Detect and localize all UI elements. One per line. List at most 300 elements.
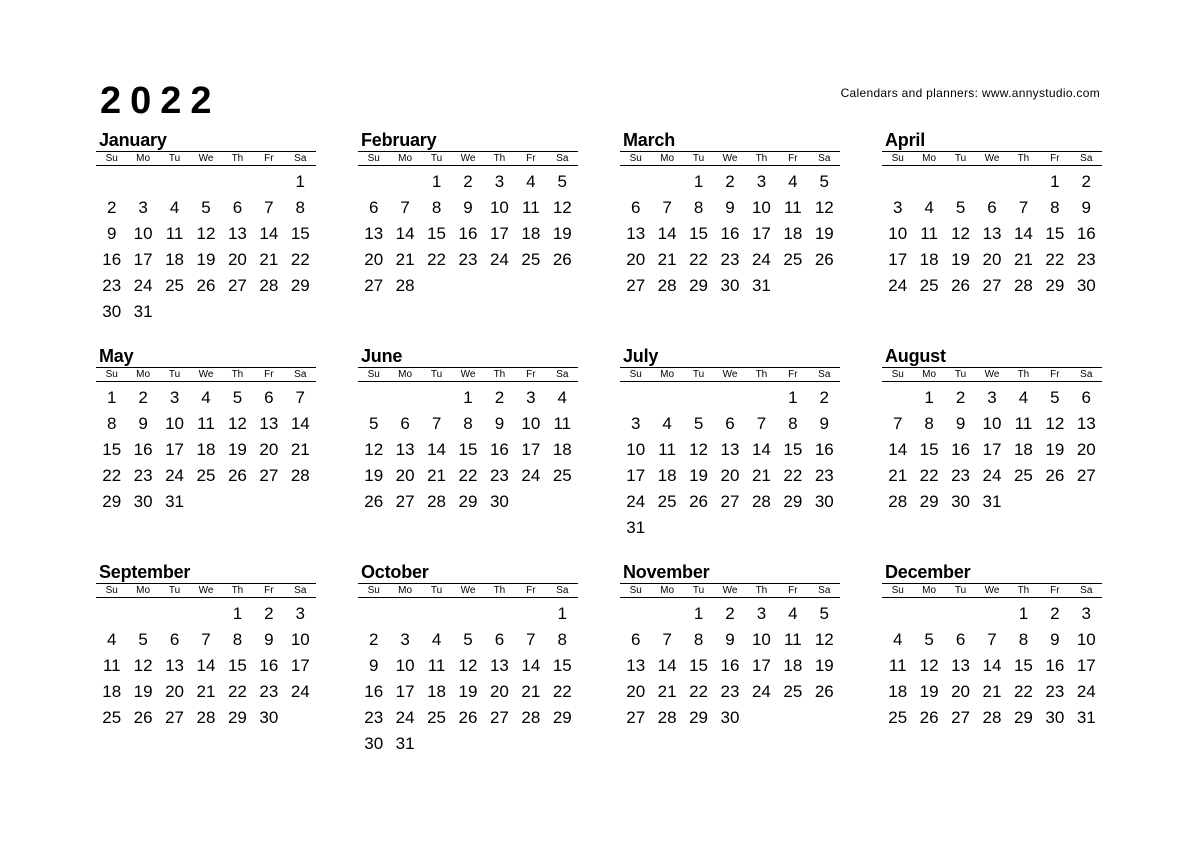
day-cell: 14 [290, 414, 310, 433]
day-cell: 19 [458, 682, 478, 701]
day-cell: 14 [751, 440, 771, 459]
weekday-label: Mo [922, 585, 937, 596]
month-august [882, 345, 1102, 515]
day-cell: 14 [521, 656, 541, 675]
weekday-label: Su [105, 369, 118, 380]
day-cell: 26 [919, 708, 939, 727]
day-cell: 4 [788, 172, 798, 191]
day-cell: 18 [552, 440, 572, 459]
day-cell: 3 [400, 630, 410, 649]
day-cell: 7 [1018, 198, 1029, 217]
day-cell: 26 [814, 250, 834, 269]
day-cell: 7 [662, 630, 672, 649]
weekday-label: Tu [692, 369, 705, 380]
weekday-label: Mo [922, 153, 937, 164]
weekday-header [882, 151, 1102, 166]
day-cell: 25 [919, 276, 939, 295]
day-cell: 19 [552, 224, 572, 243]
day-cell: 7 [400, 198, 410, 217]
day-cell: 17 [888, 250, 908, 269]
day-cell: 22 [427, 250, 447, 269]
day-cell: 11 [888, 656, 907, 675]
day-cell: 8 [431, 198, 442, 217]
day-cell: 15 [102, 440, 122, 459]
day-cell: 3 [756, 604, 767, 623]
day-cell: 27 [720, 492, 740, 511]
day-cell: 18 [196, 440, 216, 459]
day-cell: 18 [427, 682, 447, 701]
day-cell: 23 [951, 466, 971, 485]
day-cell: 14 [427, 440, 447, 459]
day-cell: 7 [892, 414, 903, 433]
weekday-label: Su [629, 369, 642, 380]
day-cell: 9 [1050, 630, 1060, 649]
weekday-label: Mo [398, 153, 413, 164]
weekday-label: Th [493, 153, 506, 164]
day-cell: 25 [552, 466, 572, 485]
day-cell: 30 [133, 492, 153, 511]
day-cell: 29 [919, 492, 939, 511]
weekday-label: Tu [430, 153, 443, 164]
day-cell: 30 [1045, 708, 1065, 727]
day-cell: 31 [133, 302, 153, 321]
day-cell: 12 [133, 656, 153, 675]
weekday-label: Th [231, 369, 244, 380]
weekday-header [358, 151, 578, 166]
day-cell: 10 [888, 224, 908, 243]
day-cell: 23 [720, 250, 740, 269]
day-cell: 25 [783, 250, 803, 269]
year-title: 2022 [100, 80, 221, 122]
day-cell: 5 [232, 388, 243, 407]
day-cell: 30 [951, 492, 971, 511]
day-cell: 20 [227, 250, 247, 269]
month-march [620, 129, 840, 299]
weekday-label: Su [891, 369, 904, 380]
weekday-label: We [722, 153, 738, 164]
day-cell: 12 [1045, 414, 1065, 433]
day-cell: 12 [196, 224, 216, 243]
day-cell: 15 [689, 224, 709, 243]
day-cell: 27 [951, 708, 971, 727]
weekday-header [96, 151, 316, 166]
day-cell: 19 [196, 250, 216, 269]
month-name: October [361, 562, 429, 582]
day-cell: 4 [106, 630, 117, 649]
day-cell: 8 [788, 414, 798, 433]
day-cell: 1 [788, 388, 798, 407]
day-cell: 27 [489, 708, 509, 727]
day-cell: 23 [1045, 682, 1065, 701]
month-february [358, 129, 578, 299]
days-grid [96, 385, 316, 515]
weekday-label: Th [231, 153, 244, 164]
day-cell: 7 [987, 630, 997, 649]
weekday-label: Sa [818, 153, 831, 164]
day-cell: 24 [982, 466, 1002, 485]
day-cell: 8 [1018, 630, 1029, 649]
weekday-label: We [460, 585, 476, 596]
weekday-label: Fr [526, 585, 536, 596]
day-cell: 22 [290, 250, 310, 269]
day-cell: 25 [427, 708, 447, 727]
day-cell: 16 [489, 440, 509, 459]
day-cell: 17 [133, 250, 153, 269]
day-cell: 22 [1013, 682, 1033, 701]
weekday-header [620, 367, 840, 382]
days-grid [882, 385, 1102, 515]
day-cell: 14 [657, 224, 677, 243]
days-grid [358, 601, 578, 757]
day-cell: 4 [1018, 388, 1029, 407]
weekday-label: Mo [922, 369, 937, 380]
day-cell: 3 [630, 414, 641, 433]
month-name: August [885, 346, 946, 366]
day-cell: 24 [521, 466, 541, 485]
day-cell: 22 [689, 250, 709, 269]
day-cell: 13 [364, 224, 384, 243]
day-cell: 8 [1050, 198, 1060, 217]
days-grid [96, 601, 316, 731]
day-cell: 26 [196, 276, 216, 295]
weekday-header [358, 583, 578, 598]
day-cell: 9 [725, 630, 735, 649]
day-cell: 21 [982, 682, 1002, 701]
day-cell: 30 [259, 708, 279, 727]
day-cell: 28 [751, 492, 771, 511]
day-cell: 13 [165, 656, 185, 675]
day-cell: 19 [951, 250, 971, 269]
day-cell: 20 [626, 682, 646, 701]
weekday-label: Mo [660, 585, 675, 596]
day-cell: 30 [1076, 276, 1096, 295]
day-cell: 17 [751, 656, 771, 675]
day-cell: 22 [783, 466, 803, 485]
day-cell: 18 [888, 682, 908, 701]
day-cell: 21 [290, 440, 310, 459]
day-cell: 3 [892, 198, 903, 217]
day-cell: 7 [201, 630, 211, 649]
day-cell: 11 [784, 630, 802, 649]
weekday-label: We [198, 585, 214, 596]
weekday-label: Sa [294, 369, 307, 380]
day-cell: 2 [463, 172, 473, 191]
day-cell: 29 [458, 492, 478, 511]
day-cell: 12 [552, 198, 572, 217]
day-cell: 21 [395, 250, 415, 269]
day-cell: 3 [756, 172, 767, 191]
day-cell: 9 [368, 656, 379, 675]
day-cell: 26 [552, 250, 572, 269]
day-cell: 11 [1014, 414, 1033, 433]
day-cell: 18 [102, 682, 122, 701]
day-cell: 16 [1076, 224, 1096, 243]
weekday-label: Th [231, 585, 244, 596]
day-cell: 11 [102, 656, 121, 675]
day-cell: 16 [951, 440, 971, 459]
day-cell: 6 [955, 630, 966, 649]
day-cell: 29 [689, 708, 709, 727]
weekday-label: Tu [954, 369, 967, 380]
day-cell: 15 [689, 656, 709, 675]
day-cell: 25 [196, 466, 216, 485]
day-cell: 16 [1045, 656, 1065, 675]
day-cell: 6 [630, 630, 641, 649]
day-cell: 30 [814, 492, 834, 511]
weekday-label: Fr [788, 153, 798, 164]
day-cell: 2 [819, 388, 830, 407]
month-september [96, 561, 316, 731]
day-cell: 13 [395, 440, 415, 459]
day-cell: 2 [1081, 172, 1092, 191]
day-cell: 27 [364, 276, 384, 295]
day-cell: 4 [924, 198, 934, 217]
day-cell: 15 [783, 440, 803, 459]
day-cell: 28 [657, 276, 677, 295]
day-cell: 13 [626, 224, 646, 243]
weekday-label: Fr [1050, 153, 1060, 164]
day-cell: 25 [102, 708, 122, 727]
weekday-label: We [460, 369, 476, 380]
day-cell: 18 [783, 656, 803, 675]
day-cell: 27 [395, 492, 415, 511]
day-cell: 16 [720, 224, 740, 243]
day-cell: 24 [133, 276, 153, 295]
day-cell: 6 [1081, 388, 1092, 407]
day-cell: 15 [1045, 224, 1065, 243]
day-cell: 27 [259, 466, 279, 485]
day-cell: 12 [689, 440, 709, 459]
days-grid [358, 385, 578, 515]
day-cell: 14 [982, 656, 1002, 675]
weekday-label: Sa [556, 153, 569, 164]
day-cell: 5 [138, 630, 148, 649]
day-cell: 11 [427, 656, 446, 675]
day-cell: 18 [1013, 440, 1033, 459]
day-cell: 14 [1013, 224, 1033, 243]
day-cell: 14 [259, 224, 279, 243]
weekday-label: Tu [430, 369, 443, 380]
site-credit: Calendars and planners: www.annystudio.com [840, 86, 1100, 100]
day-cell: 4 [788, 604, 798, 623]
day-cell: 22 [919, 466, 939, 485]
day-cell: 2 [494, 388, 505, 407]
day-cell: 6 [232, 198, 243, 217]
day-cell: 4 [892, 630, 903, 649]
month-november [620, 561, 840, 731]
day-cell: 10 [982, 414, 1002, 433]
day-cell: 29 [689, 276, 709, 295]
day-cell: 25 [165, 276, 185, 295]
day-cell: 13 [982, 224, 1002, 243]
day-cell: 13 [489, 656, 509, 675]
weekday-header [882, 583, 1102, 598]
day-cell: 29 [783, 492, 803, 511]
day-cell: 3 [295, 604, 306, 623]
day-cell: 14 [395, 224, 415, 243]
month-october [358, 561, 578, 757]
day-cell: 17 [521, 440, 541, 459]
month-may [96, 345, 316, 515]
day-cell: 15 [1013, 656, 1033, 675]
month-name: July [623, 346, 659, 366]
day-cell: 18 [657, 466, 677, 485]
day-cell: 6 [400, 414, 410, 433]
day-cell: 7 [431, 414, 442, 433]
day-cell: 23 [458, 250, 478, 269]
day-cell: 17 [982, 440, 1002, 459]
day-cell: 26 [951, 276, 971, 295]
day-cell: 2 [955, 388, 966, 407]
weekday-label: Su [105, 585, 118, 596]
weekday-label: Mo [136, 153, 151, 164]
day-cell: 15 [427, 224, 447, 243]
day-cell: 5 [368, 414, 379, 433]
month-july [620, 345, 840, 541]
weekday-label: We [984, 369, 1000, 380]
day-cell: 31 [982, 492, 1002, 511]
day-cell: 20 [364, 250, 384, 269]
day-cell: 5 [1050, 388, 1060, 407]
day-cell: 21 [657, 682, 677, 701]
days-grid [882, 601, 1102, 731]
day-cell: 10 [751, 630, 771, 649]
day-cell: 23 [259, 682, 279, 701]
day-cell: 8 [106, 414, 117, 433]
day-cell: 28 [259, 276, 279, 295]
day-cell: 3 [526, 388, 536, 407]
days-grid [620, 385, 840, 541]
weekday-label: Su [891, 153, 904, 164]
day-cell: 8 [463, 414, 473, 433]
days-grid [96, 169, 316, 325]
day-cell: 23 [720, 682, 740, 701]
day-cell: 20 [720, 466, 740, 485]
day-cell: 21 [196, 682, 216, 701]
day-cell: 14 [657, 656, 677, 675]
day-cell: 26 [133, 708, 153, 727]
day-cell: 26 [689, 492, 709, 511]
day-cell: 24 [489, 250, 509, 269]
day-cell: 23 [133, 466, 153, 485]
month-name: January [99, 130, 167, 150]
day-cell: 27 [1076, 466, 1096, 485]
day-cell: 30 [102, 302, 122, 321]
day-cell: 15 [919, 440, 939, 459]
day-cell: 3 [138, 198, 148, 217]
day-cell: 10 [165, 414, 185, 433]
day-cell: 29 [102, 492, 122, 511]
day-cell: 9 [106, 224, 117, 243]
weekday-label: We [460, 153, 476, 164]
day-cell: 28 [196, 708, 216, 727]
weekday-label: We [984, 153, 1000, 164]
day-cell: 1 [431, 172, 442, 191]
day-cell: 11 [658, 440, 676, 459]
weekday-label: Sa [556, 585, 569, 596]
weekday-label: Fr [264, 369, 274, 380]
weekday-label: Mo [136, 369, 151, 380]
weekday-label: We [198, 153, 214, 164]
day-cell: 9 [494, 414, 505, 433]
weekday-label: Su [629, 153, 642, 164]
weekday-label: Mo [660, 369, 675, 380]
day-cell: 4 [431, 630, 442, 649]
day-cell: 22 [1045, 250, 1065, 269]
day-cell: 1 [463, 388, 473, 407]
day-cell: 22 [458, 466, 478, 485]
month-name: September [99, 562, 191, 582]
day-cell: 1 [557, 604, 568, 623]
day-cell: 1 [693, 172, 704, 191]
day-cell: 24 [751, 682, 771, 701]
weekday-label: Fr [1050, 369, 1060, 380]
day-cell: 7 [264, 198, 274, 217]
day-cell: 9 [725, 198, 735, 217]
days-grid [882, 169, 1102, 299]
day-cell: 2 [138, 388, 148, 407]
day-cell: 29 [1013, 708, 1033, 727]
day-cell: 20 [489, 682, 509, 701]
day-cell: 20 [165, 682, 185, 701]
day-cell: 10 [521, 414, 541, 433]
day-cell: 5 [201, 198, 211, 217]
weekday-label: Th [755, 585, 768, 596]
day-cell: 28 [427, 492, 447, 511]
day-cell: 8 [232, 630, 243, 649]
weekday-label: Tu [692, 153, 705, 164]
day-cell: 19 [227, 440, 247, 459]
day-cell: 30 [720, 708, 740, 727]
day-cell: 27 [626, 276, 646, 295]
day-cell: 10 [290, 630, 310, 649]
day-cell: 30 [364, 734, 384, 753]
day-cell: 10 [489, 198, 509, 217]
weekday-label: Su [367, 153, 380, 164]
month-name: May [99, 346, 134, 366]
month-name: March [623, 130, 676, 150]
day-cell: 16 [364, 682, 384, 701]
day-cell: 25 [521, 250, 541, 269]
month-june [358, 345, 578, 515]
month-name: June [361, 346, 403, 366]
weekday-label: Th [493, 369, 506, 380]
day-cell: 17 [395, 682, 415, 701]
day-cell: 26 [458, 708, 478, 727]
day-cell: 25 [888, 708, 908, 727]
day-cell: 13 [227, 224, 247, 243]
day-cell: 29 [290, 276, 310, 295]
day-cell: 27 [626, 708, 646, 727]
day-cell: 21 [657, 250, 677, 269]
day-cell: 27 [165, 708, 185, 727]
day-cell: 19 [814, 224, 834, 243]
day-cell: 13 [1076, 414, 1096, 433]
day-cell: 1 [1018, 604, 1029, 623]
day-cell: 3 [1081, 604, 1092, 623]
day-cell: 22 [689, 682, 709, 701]
day-cell: 13 [626, 656, 646, 675]
weekday-header [96, 367, 316, 382]
day-cell: 17 [751, 224, 771, 243]
day-cell: 12 [364, 440, 384, 459]
weekday-label: Tu [168, 369, 181, 380]
day-cell: 16 [720, 656, 740, 675]
day-cell: 1 [924, 388, 934, 407]
weekday-label: Th [1017, 369, 1030, 380]
day-cell: 21 [427, 466, 447, 485]
day-cell: 11 [197, 414, 215, 433]
